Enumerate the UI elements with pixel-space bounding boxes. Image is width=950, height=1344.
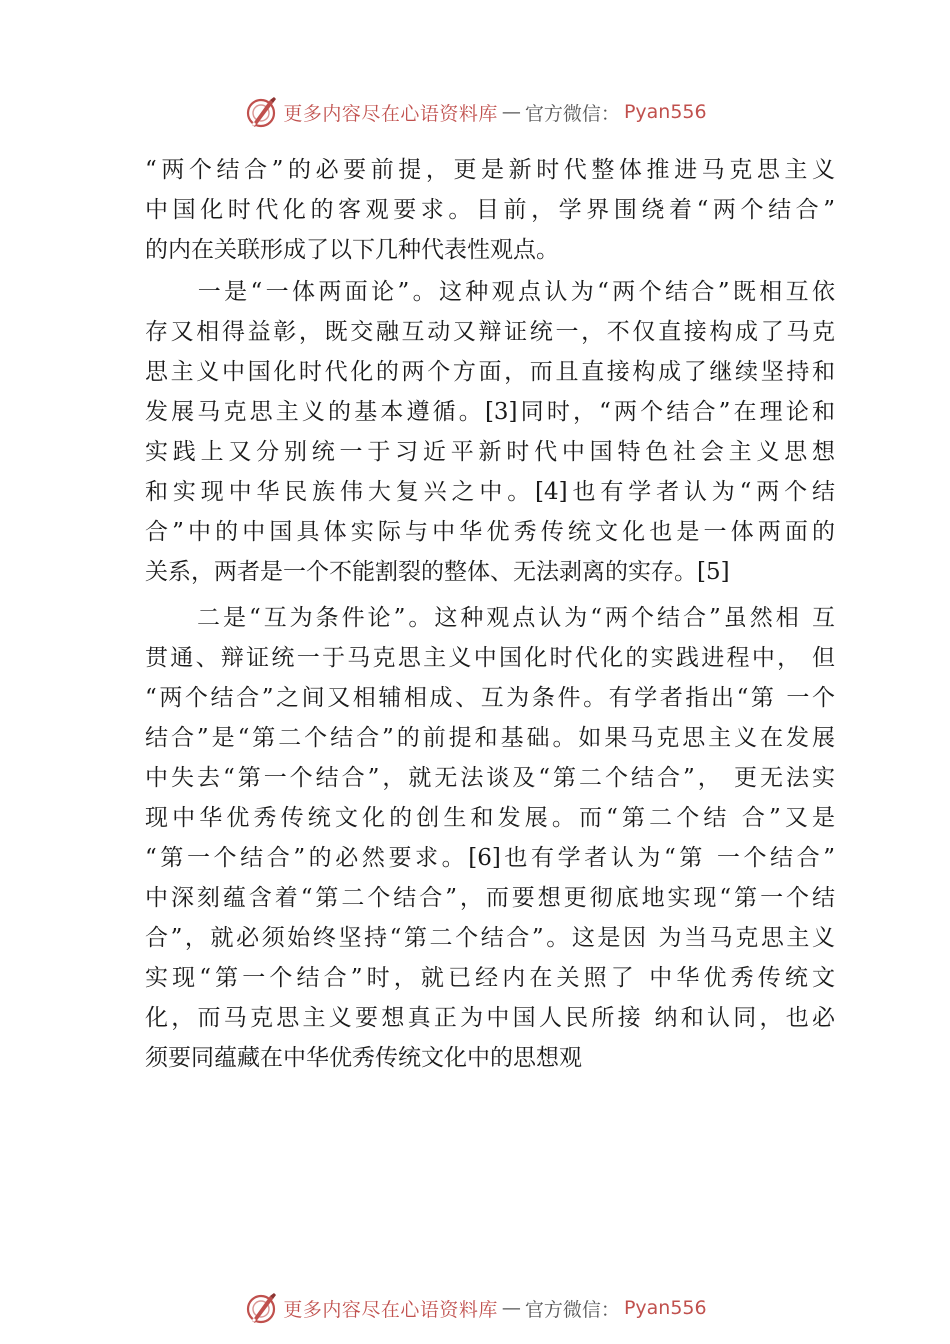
- text-line: “两个结合”的必要前提，更是新时代整体推进马克思主义: [145, 157, 835, 183]
- text-line: 化，而马克思主义要想真正为中国人民所接 纳和认同，也必: [145, 1005, 835, 1031]
- banner-promo-text: 更多内容尽在心语资料库: [283, 1298, 498, 1321]
- text-line: “第一个结合”的必然要求。[6]也有学者认为“第 一个结合”: [145, 845, 835, 871]
- text-line: 中深刻蕴含着“第二个结合”，而要想更彻底地实现“第一个结: [145, 885, 835, 911]
- text-line: 存又相得益彰，既交融互动又辩证统一，不仅直接构成了马克: [145, 319, 835, 345]
- text-line: 思主义中国化时代化的两个方面，而且直接构成了继续坚持和: [145, 359, 835, 385]
- text-line: 贯通、辩证统一于马克思主义中国化时代化的实践进程中， 但: [145, 645, 835, 671]
- paragraph-intro: [145, 150, 835, 270]
- text-line: 发展马克思主义的基本遵循。[3]同时，“两个结合”在理论和: [145, 399, 835, 425]
- banner-wechat-label: 官方微信：: [524, 102, 620, 125]
- banner-wechat-id: Pyan556: [623, 1297, 707, 1319]
- paragraph-mutual-conditions: [145, 598, 835, 1078]
- banner-promo-text: 更多内容尽在心语资料库: [283, 102, 498, 125]
- text-line: 中国化时代化的客观要求。目前，学界围绕着“两个结合”: [145, 197, 835, 223]
- text-line: 的内在关联形成了以下几种代表性观点。: [145, 237, 559, 263]
- banner-wechat-id: Pyan556: [623, 101, 707, 123]
- paragraph-one-body-two-sides: [145, 272, 835, 592]
- text-line: 中失去“第一个结合”，就无法谈及“第二个结合”， 更无法实: [145, 765, 835, 791]
- text-line: 关系，两者是一个不能割裂的整体、无法剥离的实存。[5]: [145, 559, 730, 585]
- document-body: [145, 150, 835, 1078]
- text-line: 结合”是“第二个结合”的前提和基础。如果马克思主义在发展: [145, 725, 835, 751]
- text-line: 合”，就必须始终坚持“第二个结合”。这是因 为当马克思主义: [145, 925, 835, 951]
- text-line: 和实现中华民族伟大复兴之中。[4]也有学者认为“两个结: [145, 479, 835, 505]
- text-line: 实践上又分别统一于习近平新时代中国特色社会主义思想: [145, 439, 835, 465]
- text-line: 一是“一体两面论”。这种观点认为“两个结合”既相互依: [145, 279, 835, 305]
- header-banner: [0, 92, 950, 132]
- pen-nib-seal-icon: [243, 1290, 279, 1326]
- text-line: 合”中的中国具体实际与中华优秀传统文化也是一体两面的: [145, 519, 835, 545]
- text-line: 须要同蕴藏在中华优秀传统文化中的思想观: [145, 1045, 582, 1071]
- text-line: 二是“互为条件论”。这种观点认为“两个结合”虽然相 互: [145, 605, 835, 631]
- text-line: 实现“第一个结合”时，就已经内在关照了 中华优秀传统文: [145, 965, 835, 991]
- footer-banner: [0, 1288, 950, 1328]
- text-line: 现中华优秀传统文化的创生和发展。而“第二个结 合”又是: [145, 805, 835, 831]
- text-line: “两个结合”之间又相辅相成、互为条件。有学者指出“第 一个: [145, 685, 835, 711]
- banner-wechat-label: 官方微信：: [524, 1298, 620, 1321]
- banner-separator: —: [501, 101, 521, 123]
- banner-separator: —: [501, 1297, 521, 1319]
- pen-nib-seal-icon: [243, 94, 279, 130]
